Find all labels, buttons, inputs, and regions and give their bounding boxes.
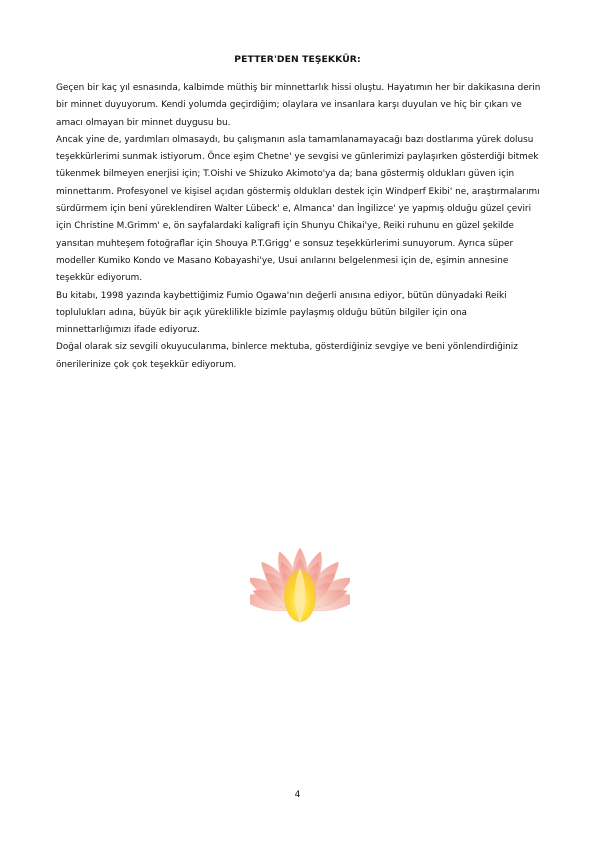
paragraph: Ancak yine de, yardımları olmasaydı, bu çalışmanın asla tamamlanamayacağı bazı dostlarıma yürek dolusu teşekkürlerimi sunmak istiyorum. Önce eşim Chetne' ye sevgisi ve günlerimizi paylaşırken gösterdiği bitmek tükenmek bilmeyen enerjisi için; T.Oishi ve Shizuko Akimoto'ya da; bana göstermiş oldukları güven için minnettarım. Profesyonel ve kişisel açıdan göstermiş oldukları destek için Windperf Ekibi' ne, araştırmalarımı sürdürmem için beni yüreklendiren Walter Lübeck' e, Almanca' dan İngilizce' ye yapmış olduğu güzel çeviri için Christine M.Grimm' e, ön sayfalardaki kaligrafi için Shunyu Chikai'ye, Reiki ruhunu en güzel şekilde yansıtan muhteşem fotoğraflar için Shouya P.T.Grigg' e sonsuz teşekkürlerimi sunuyorum. Ayrıca süper modeller Kumiko Kondo ve Masano Kobayashi'ye, Usui anılarını belgelenmesi için de, eşimin annesine teşekkür ediyorum. <box>56 134 540 284</box>
page-number: 4 <box>294 790 301 800</box>
lotus-flower-icon <box>250 516 350 634</box>
paragraph: Bu kitabı, 1998 yazında kaybettiğimiz Fumio Ogawa'nın değerli anısına ediyor, bütün dünyadaki Reiki toplulukları adına, büyük bir açık yüreklilikle bizimle paylaşmış olduğu bütün bilgiler için ona minnettarlığımızı ifade ediyoruz. <box>56 290 507 336</box>
body-text <box>56 80 544 374</box>
paragraph: Geçen bir kaç yıl esnasında, kalbimde müthiş bir minnettarlık hissi oluştu. Hayatımın her bir dakikasına derin bir minnet duyuyorum. Kendi yolumda geçirdiğim; olaylara ve insanlara karşı duyulan ve hiç bir çıkarı ve amacı olmayan bir minnet duygusu bu. <box>56 83 541 128</box>
paragraph: Doğal olarak siz sevgili okuyucularıma, binlerce mektuba, gösterdiğiniz sevgiye ve beni yönlendirdiğiniz önerilerinize çok çok teşekkür ediyorum. <box>56 342 518 370</box>
page-title: PETTER'DEN TEŞEKKÜR: <box>234 54 361 65</box>
